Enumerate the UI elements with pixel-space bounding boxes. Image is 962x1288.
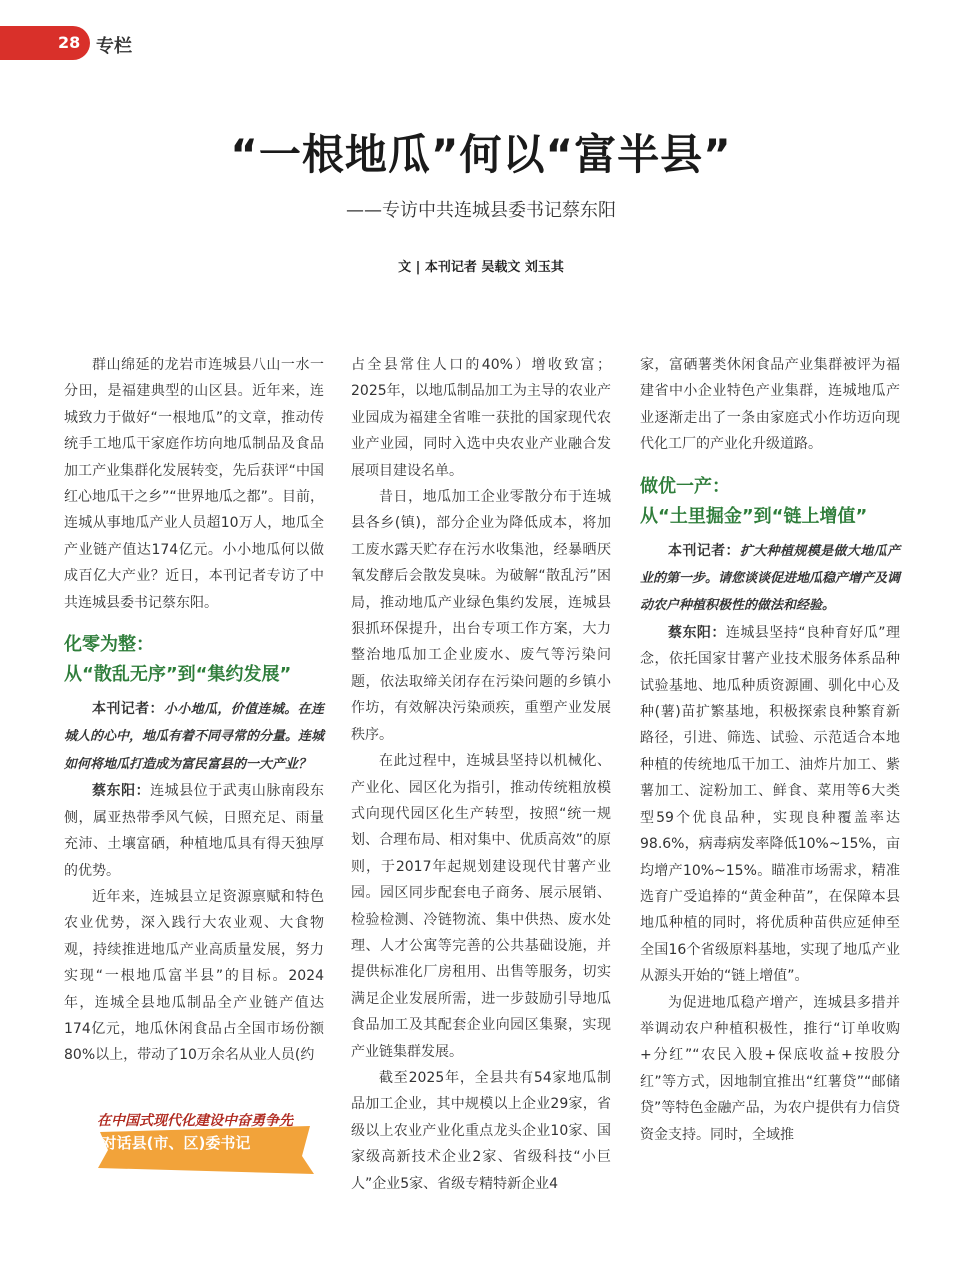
question-text: 扩大种植规模是做大地瓜产业的第一步。请您谈谈促进地瓜稳产增产及调动农户种植积极性的做法和经验。	[640, 543, 901, 614]
section-heading-2	[640, 472, 900, 532]
intro-paragraph: 群山绵延的龙岩市连城县八山一水一分田，是福建典型的山区县。近年来，连城致力于做好“一根地瓜”的文章，推动传统手工地瓜干家庭作坊向地瓜制品及食品加工产业集群化发展转变，先后获评“中国红心地瓜干之乡”“世界地瓜之都”。目前，连城从事地瓜产业人员超10万人，地瓜全产业链产值达174亿元。小小地瓜何以做成百亿大产业？近日，本刊记者专访了中共连城县委书记蔡东阳。	[64, 357, 324, 611]
section-heading-2-line1: 做优一产：	[640, 475, 730, 497]
question-label: 本刊记者：	[668, 542, 740, 559]
section-heading-1-line1: 化零为整：	[64, 634, 154, 656]
answer-paragraph	[64, 778, 324, 884]
article-title: “一根地瓜”何以“富半县”	[230, 130, 732, 179]
body-paragraph: 近年来，连城县立足资源禀赋和特色农业优势，深入践行大农业观、大食物观，持续推进地瓜产业高质量发展，努力实现“一根地瓜富半县”的目标。2024年，连城全县地瓜制品全产业链产值达174亿元，地瓜休闲食品占全国市场份额80%以上，带动了10万余名从业人员(约	[64, 888, 324, 1064]
article-subtitle	[0, 196, 962, 222]
page-header	[0, 26, 90, 60]
question-paragraph	[640, 538, 900, 620]
section-heading-1-line2: 从“散乱无序”到“集约发展”	[64, 664, 292, 686]
body-paragraph: 昔日，地瓜加工企业零散分布于连城县各乡(镇)，部分企业为降低成本，将加工废水露天贮存在污水收集池，经暴晒厌氧发酵后会散发臭味。为破解“散乱污”困局，推动地瓜产业绿色集约发展，连城县狠抓环保提升，出台专项工作方案，大力整治地瓜加工企业废水、废气等污染问题，依法取缔关闭存在污染问题的乡镇小作坊，有效解决污染顽疾，重塑产业发展秩序。	[351, 489, 611, 743]
answer-label: 蔡东阳：	[668, 624, 726, 641]
answer-text: 连城县位于武夷山脉南段东侧，属亚热带季风气候，日照充足、雨量充沛、土壤富硒，种植地瓜具有得天独厚的优势。	[64, 783, 325, 879]
series-banner	[70, 1104, 320, 1184]
banner-line-2: 对话县(市、区)委书记	[101, 1134, 251, 1152]
banner-line-1: 在中国式现代化建设中奋勇争先	[97, 1113, 293, 1129]
question-text: 小小地瓜，价值连城。在连城人的心中，地瓜有着不同寻常的分量。连城如何将地瓜打造成为富民富县的一大产业？	[64, 702, 325, 772]
question-label: 本刊记者：	[92, 701, 164, 718]
body-paragraph: 在此过程中，连城县坚持以机械化、产业化、园区化为指引，推动传统粗放模式向现代园区化生产转型，按照“统一规划、合理布局、相对集中、优质高效”的原则，于2017年起规划建设现代甘薯产业园。园区同步配套电子商务、展示展销、检验检测、冷链物流、集中供热、废水处理、人才公寓等完善的公共基础设施，并提供标准化厂房租用、出售等服务，切实满足企业发展所需，进一步鼓励引导地瓜食品加工及其配套企业向园区集聚，实现产业链集群发展。	[351, 753, 611, 1060]
article-byline: 文 | 本刊记者 吴载文 刘玉其	[398, 260, 564, 275]
answer-label: 蔡东阳：	[92, 783, 151, 800]
section-heading-2-line2: 从“土里掘金”到“链上增值”	[640, 505, 868, 527]
page-number: 28	[58, 33, 81, 52]
subtitle-text: ——专访中共连城县委书记蔡东阳	[346, 200, 616, 221]
body-paragraph: 截至2025年，全县共有54家地瓜制品加工企业，其中规模以上企业29家，省级以上农业产业化重点龙头企业10家、国家级高新技术企业2家、省级科技“小巨人”企业5家、省级专精特新企业4	[351, 1069, 611, 1192]
body-paragraph: 家，富硒薯类休闲食品产业集群被评为福建省中小企业特色产业集群，连城地瓜产业逐渐走出了一条由家庭式小作坊迈向现代化工厂的产业化升级道路。	[640, 357, 900, 453]
body-paragraph: 为促进地瓜稳产增产，连城县多措并举调动农户种植积极性，推行“订单收购+分红”“农民入股+保底收益+按股分红”等方式，因地制宜推出“红薯贷”“邮储贷”等特色金融产品，为农户提供有力信贷资金支持。同时，全域推	[640, 994, 900, 1143]
answer-paragraph	[640, 620, 900, 990]
column-2	[351, 352, 611, 1197]
answer-text: 连城县坚持“良种育好瓜”理念，依托国家甘薯产业技术服务体系品种试验基地、地瓜种质资源圃、驯化中心及种(薯)苗扩繁基地，积极探索良种繁育新路径，引进、筛选、试验、示范适合本地种植的传统地瓜干加工、油炸片加工、紫薯加工、淀粉加工、鲜食、菜用等6大类型59个优良品种，实现良种覆盖率达98.6%，病毒病发率降低10%~15%，亩均增产10%~15%。瞄准市场需求，精准选育广受追捧的“黄金种苗”，在保障本县地瓜种植的同时，将优质种苗供应延伸至全国16个省级原料基地，实现了地瓜产业从源头开始的“链上增值”。	[640, 624, 900, 985]
body-paragraph: 占全县常住人口的40%）增收致富；2025年，以地瓜制品加工为主导的农业产业园成为福建全省唯一获批的国家现代农业产业园，同时入选中央农业产业融合发展项目建设名单。	[351, 357, 611, 479]
section-label: 专栏	[96, 36, 132, 57]
section-heading-1	[64, 630, 324, 690]
column-1	[64, 352, 324, 1069]
column-3	[640, 352, 900, 1148]
question-paragraph	[64, 696, 324, 778]
